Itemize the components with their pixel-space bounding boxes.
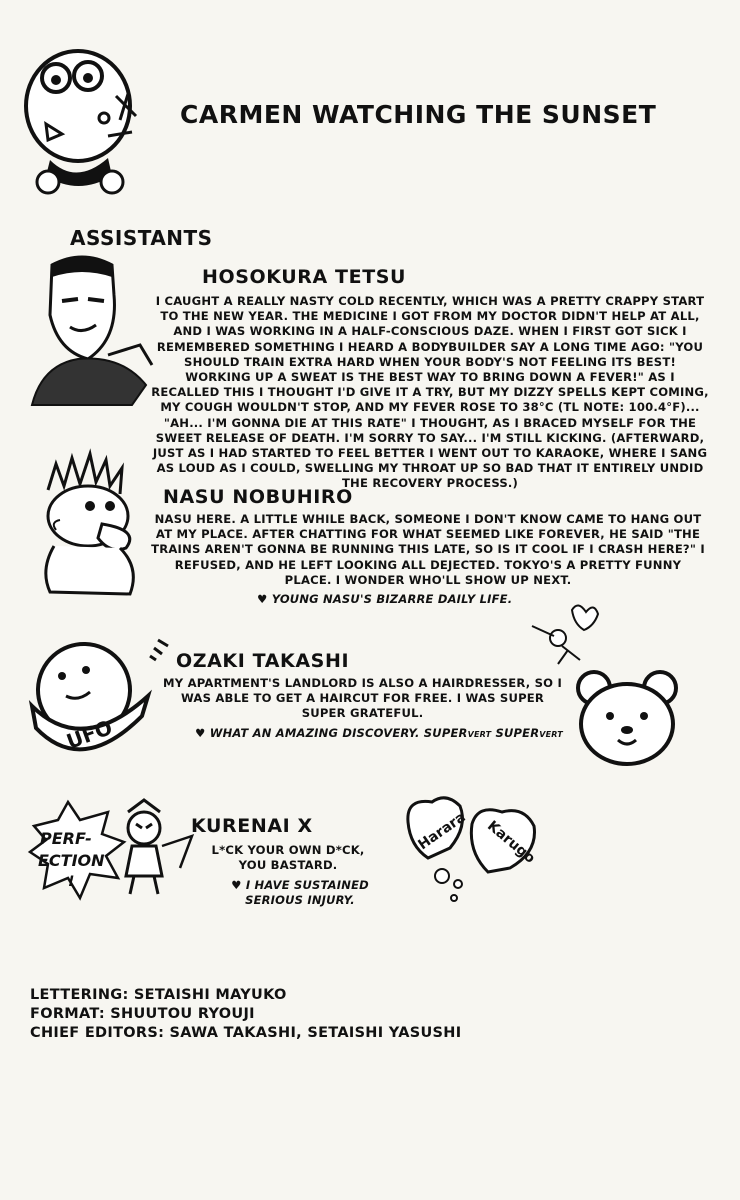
heart-right-label: Karugo (484, 817, 538, 867)
assistant-comment-hosokura: I CAUGHT A REALLY NASTY COLD RECENTLY, WHICH WAS A PRETTY CRAPPY START TO THE NEW YEAR. THE MEDICINE I GOT FROM MY DOCTOR DIDN'T HELP AT ALL, AND I WAS WORKING IN A HALF-CONSCIOUS DAZE. WHEN I FIRST GOT SICK I REMEMBERED SOMETHING I HEARD A BODYBUILDER SAY A LONG TIME AGO: "YOU SHOULD TRAIN EXTRA HARD WHEN YOUR BODY'S NOT FEELING ITS BEST! WORKING UP A SWEAT IS THE BEST WAY TO BRING DOWN A FEVER!" AS I RECALLED THIS I THOUGHT I'D GIVE IT A TRY, BUT MY DIZZY SPELLS KEPT COMING, MY COUGH WOULDN'T STOP, AND MY FEVER ROSE TO 38°C (TL NOTE: 100.4°F)... "AH... I'M GONNA DIE AT THIS RATE" I THOUGHT, AS I BRACED MYSELF FOR THE SWEET RELEASE OF DEATH. I'M SORRY TO SAY... I'M STILL KICKING. (AFTERWARD, JUST AS I HAD STARTED TO FEEL BETTER I WENT OUT TO KARAOKE, WHERE I SANG AS LOUD AS I COULD, SWELLING MY THROAT UP SO BAD THAT IT ENTIRELY UNDID THE RECOVERY PROCESS.) (151, 294, 709, 491)
bear-face-drawing (574, 668, 680, 768)
perfection-burst-drawing (28, 798, 198, 908)
credit-format: FORMAT: SHUUTOU RYOUJI (30, 1006, 255, 1022)
heart-left-label: Harara (415, 809, 469, 854)
assistant-note-kurenai: ♥ I HAVE SUSTAINED SERIOUS INJURY. (231, 878, 369, 907)
assistant-comment-kurenai: L*CK YOUR OWN D*CK, YOU BASTARD. (211, 843, 365, 873)
ozaki-ufo-drawing (22, 636, 172, 766)
assistant-name-hosokura: HOSOKURA TETSU (202, 266, 407, 288)
assistant-name-ozaki: OZAKI TAKASHI (176, 650, 350, 672)
perfection-text-line-1: PERF- (40, 829, 92, 848)
perfection-text-line-3: ! (68, 874, 75, 890)
nasu-character-drawing (30, 450, 150, 600)
credits-block (30, 986, 461, 1043)
hosokura-portrait-drawing (22, 255, 157, 415)
credit-lettering: LETTERING: SETAISHI MAYUKO (30, 987, 287, 1003)
perfection-text-line-2: ECTION (38, 851, 105, 870)
assistant-name-kurenai: KURENAI X (191, 815, 313, 837)
hearts-harara-karugo-drawing (398, 792, 548, 904)
ufo-label: UFO (63, 715, 116, 754)
assistant-note-ozaki: ♥ WHAT AN AMAZING DISCOVERY. SUPERVERT SUPERVERT (195, 726, 563, 740)
assistant-comment-nasu: NASU HERE. A LITTLE WHILE BACK, SOMEONE I DON'T KNOW CAME TO HANG OUT AT MY PLACE. AFTER CHATTING FOR WHAT SEEMED LIKE FOREVER, HE SAID "THE TRAINS AREN'T GONNA BE RUNNING THIS LATE, SO IS IT COOL IF I CRASH HERE?" I REFUSED, AND HE LEFT LOOKING ALL DEJECTED. TOKYO'S A PRETTY FUNNY PLACE. I WONDER WHO'LL SHOW UP NEXT. (151, 512, 705, 587)
assistant-name-nasu: NASU NOBUHIRO (163, 486, 353, 508)
credit-chief-editors: CHIEF EDITORS: SAWA TAKASHI, SETAISHI YASUSHI (30, 1025, 462, 1041)
assistant-note-nasu: ♥ YOUNG NASU'S BIZARRE DAILY LIFE. (257, 592, 513, 606)
assistants-heading: ASSISTANTS (70, 226, 213, 250)
cupid-sketch-drawing (528, 604, 604, 666)
page-title: CARMEN WATCHING THE SUNSET (180, 100, 657, 129)
carmen-skull-mascot-drawing (16, 36, 156, 201)
assistant-comment-ozaki: MY APARTMENT'S LANDLORD IS ALSO A HAIRDRESSER, SO I WAS ABLE TO GET A HAIRCUT FOR FREE. I WAS SUPER SUPER GRATEFUL. (163, 676, 562, 721)
